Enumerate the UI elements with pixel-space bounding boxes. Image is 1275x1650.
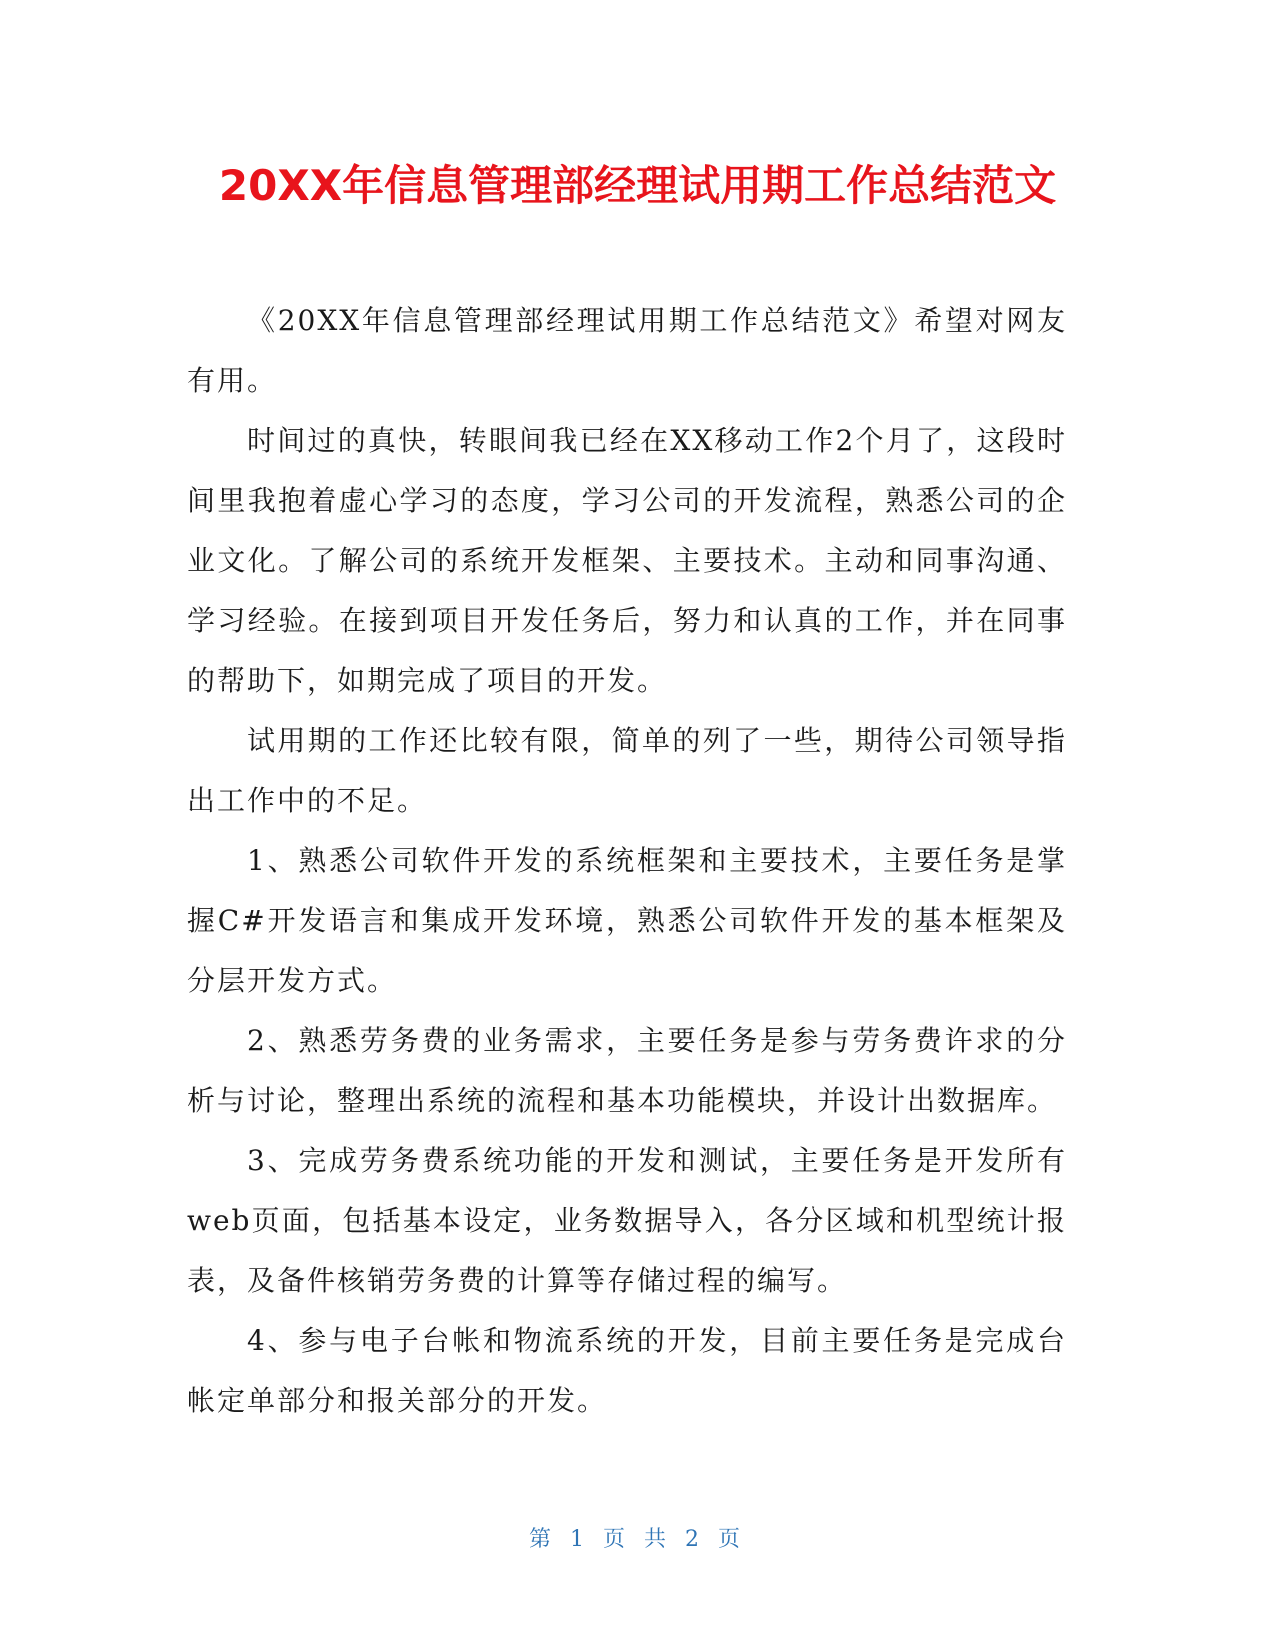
- body-paragraph: 时间过的真快，转眼间我已经在XX移动工作2个月了，这段时间里我抱着虚心学习的态度，学习公司的开发流程，熟悉公司的企业文化。了解公司的系统开发框架、主要技术。主动和同事沟通、学习经验。在接到项目开发任务后，努力和认真的工作，并在同事的帮助下，如期完成了项目的开发。: [187, 424, 1067, 697]
- document-body: [187, 291, 1067, 1431]
- intro-paragraph: 《20XX年信息管理部经理试用期工作总结范文》希望对网友有用。: [187, 304, 1067, 397]
- list-item-2: 2、熟悉劳务费的业务需求，主要任务是参与劳务费许求的分析与讨论，整理出系统的流程和基本功能模块，并设计出数据库。: [187, 1024, 1067, 1117]
- list-item-3: 3、完成劳务费系统功能的开发和测试，主要任务是开发所有web页面，包括基本设定，业务数据导入，各分区域和机型统计报表，及备件核销劳务费的计算等存储过程的编写。: [187, 1144, 1067, 1297]
- list-item-1: 1、熟悉公司软件开发的系统框架和主要技术，主要任务是掌握C#开发语言和集成开发环境，熟悉公司软件开发的基本框架及分层开发方式。: [187, 844, 1067, 997]
- list-item-4: 4、参与电子台帐和物流系统的开发，目前主要任务是完成台帐定单部分和报关部分的开发。: [187, 1324, 1067, 1417]
- page-footer: 第 1 页 共 2 页: [529, 1527, 746, 1552]
- document-title: 20XX年信息管理部经理试用期工作总结范文: [218, 161, 1057, 210]
- body-paragraph: 试用期的工作还比较有限，简单的列了一些，期待公司领导指出工作中的不足。: [187, 724, 1067, 817]
